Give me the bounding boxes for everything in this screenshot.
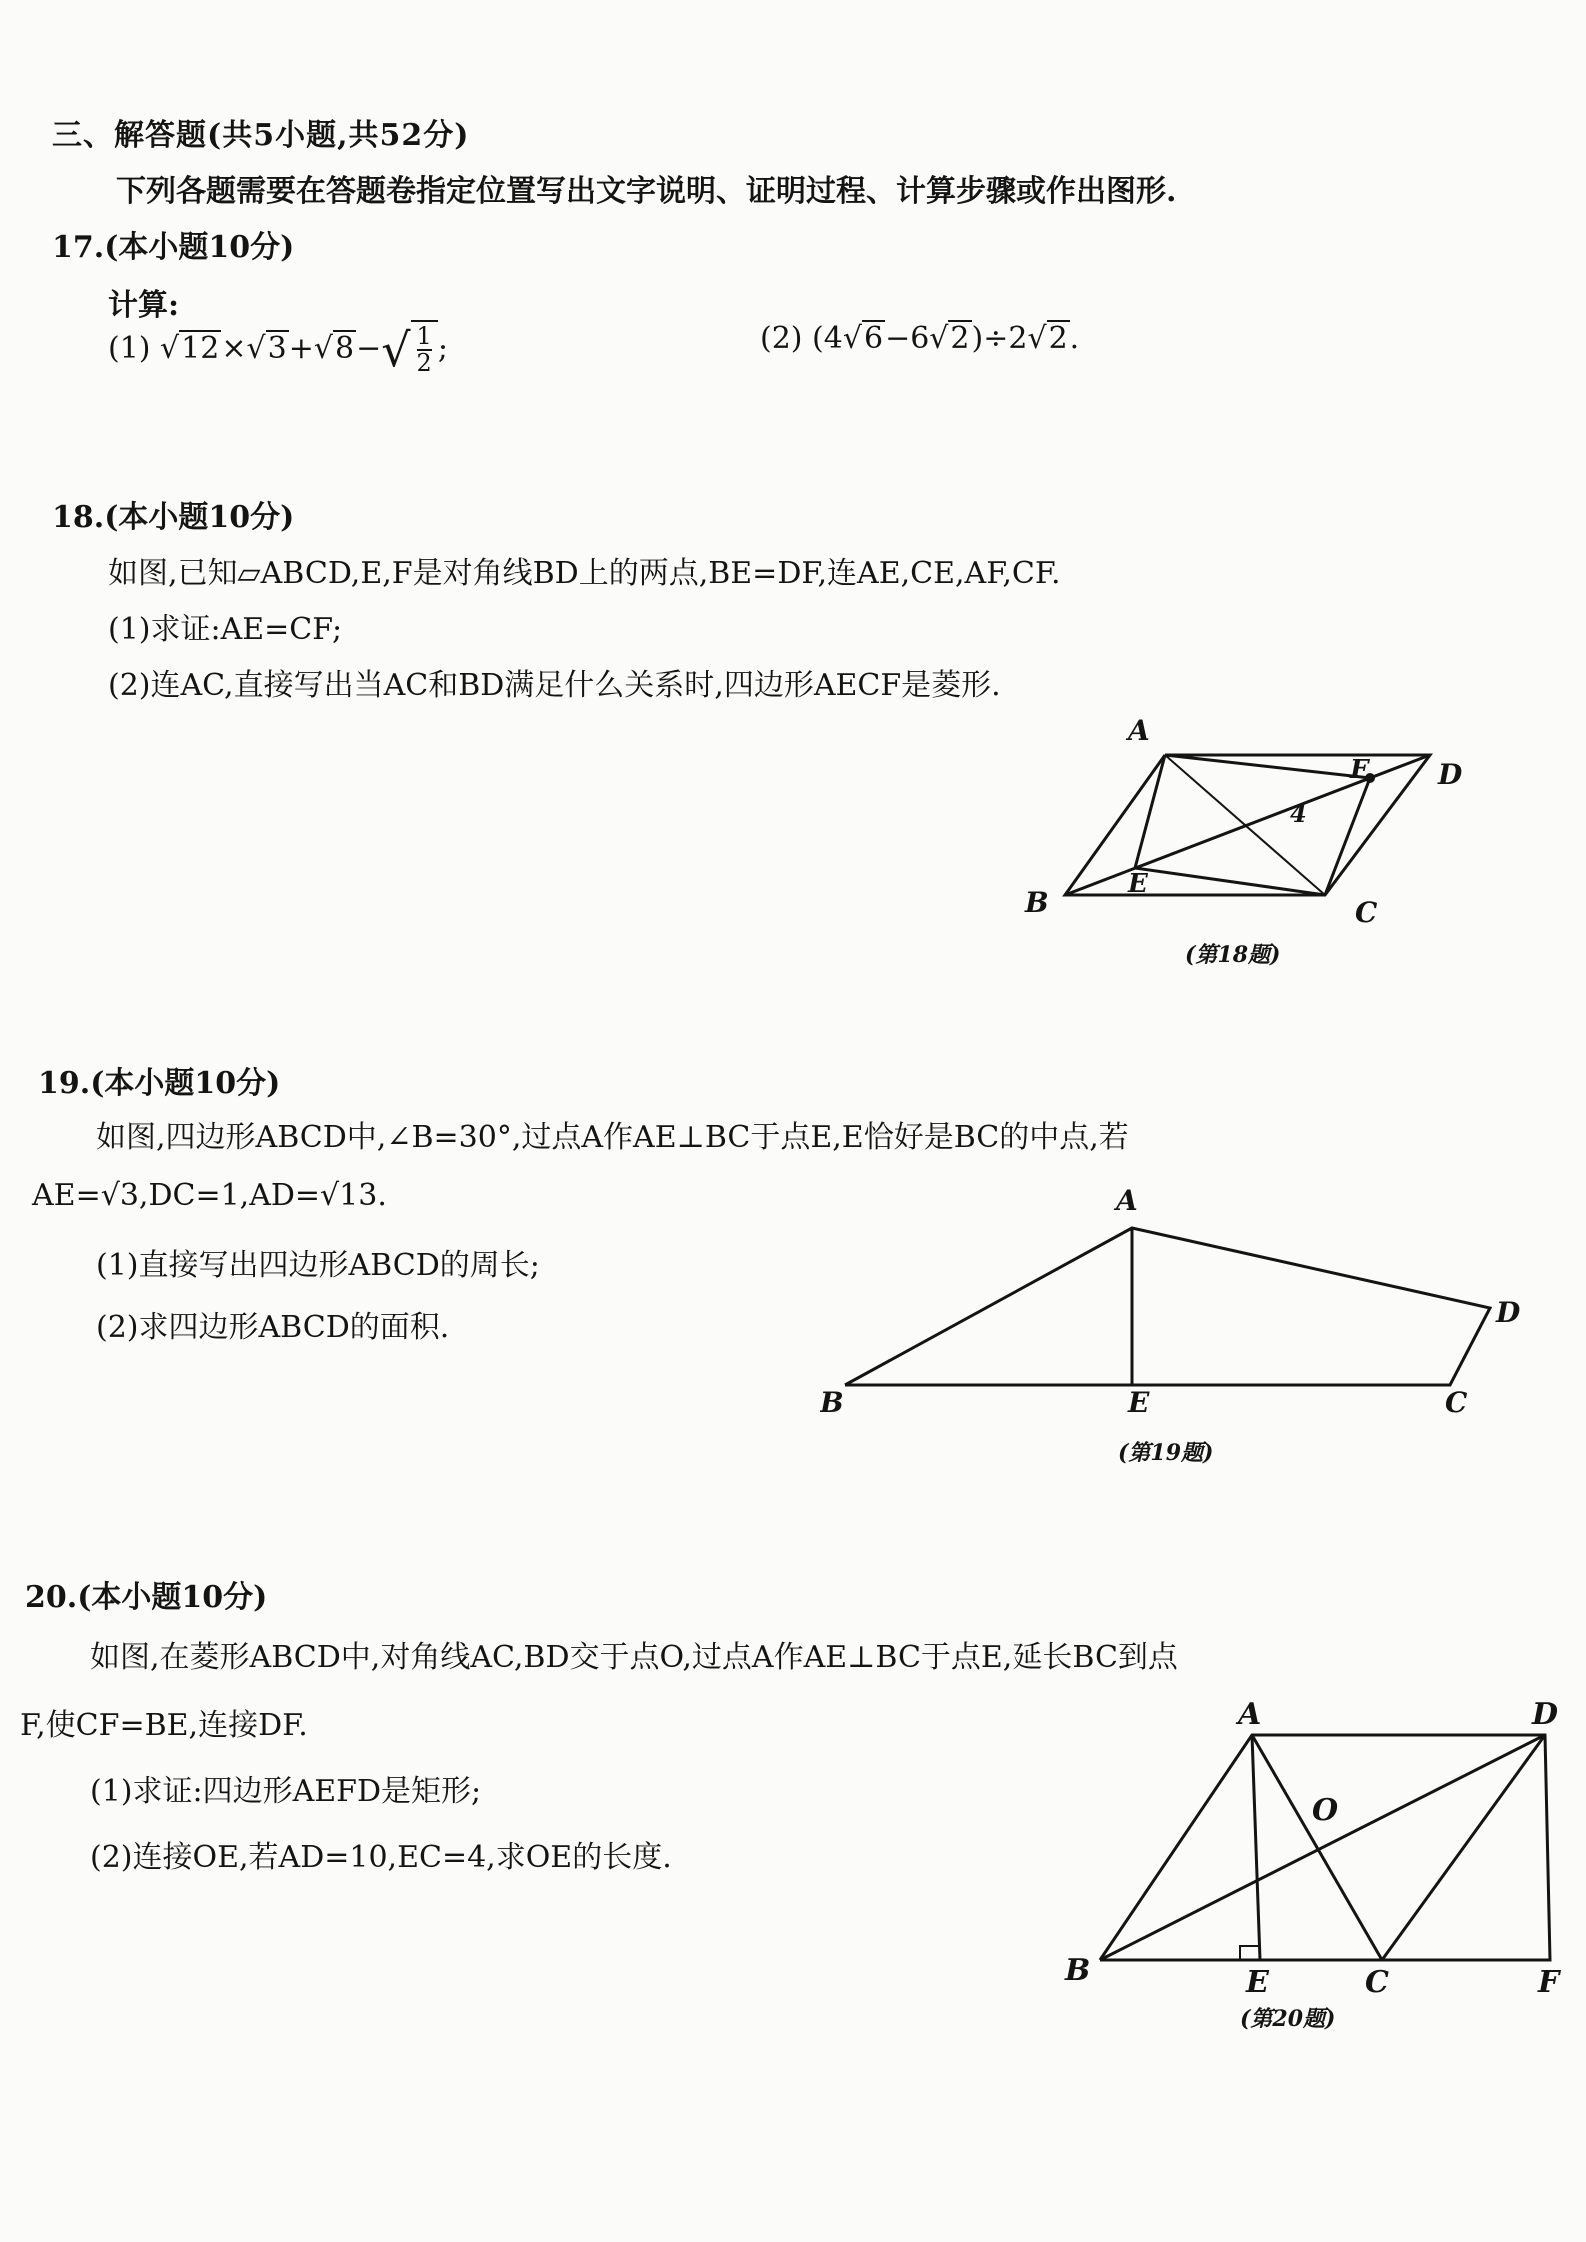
q19-number: 19.(本小题10分): [38, 1066, 281, 1101]
q20-diagonal-ac: [1252, 1735, 1382, 1960]
q18-segment-ae: [1135, 755, 1165, 868]
q20-diagonal-bd: [1100, 1735, 1545, 1960]
q18-segment-ce: [1135, 868, 1325, 895]
q18-label-f: F: [1350, 755, 1369, 785]
q20-part2: (2)连接OE,若AD=10,EC=4,求OE的长度.: [90, 1840, 672, 1875]
q20-right-angle-mark: [1240, 1946, 1258, 1960]
q17-fraction: [417, 324, 432, 376]
q17-p2-open: (4: [812, 321, 843, 356]
q17-p2-radicand-1: 6: [863, 321, 884, 356]
q20-label-o: O: [1312, 1793, 1339, 1828]
q17-p2-divide: )÷2: [971, 321, 1028, 356]
q18-figure: [1010, 700, 1500, 980]
q19-label-c: C: [1445, 1386, 1468, 1419]
q20-altitude-ae: [1252, 1735, 1260, 1960]
q19-part1: (1)直接写出四边形ABCD的周长;: [96, 1248, 540, 1283]
q20-label-c: C: [1365, 1965, 1389, 2000]
q20-side-dc: [1382, 1735, 1545, 1960]
q17-radicand-2: 3: [267, 331, 287, 367]
q19-label-a: A: [1116, 1184, 1138, 1217]
q20-part1: (1)求证:四边形AEFD是矩形;: [90, 1774, 482, 1809]
q18-segment-cf: [1325, 778, 1370, 895]
q17-radicand-3: 8: [334, 331, 355, 367]
q18-segment-af: [1165, 755, 1370, 778]
q17-fraction-den: 2: [416, 349, 432, 378]
q20-label-a: A: [1238, 1697, 1262, 1732]
q20-label-e: E: [1246, 1965, 1269, 2000]
q20-label-b: B: [1065, 1953, 1091, 1988]
q17-part2-label: (2): [760, 321, 803, 356]
q18-label-c: C: [1355, 896, 1378, 929]
q19-label-d: D: [1496, 1296, 1521, 1329]
q17-part2: (2) (4√6−6√2)÷2√2.: [760, 321, 1080, 356]
q17-part1: (1) √12×√3+√8−√ $\frac{1}{2}$ ;: [108, 322, 448, 378]
q19-label-b: B: [820, 1386, 844, 1419]
q17-radicand-1: 12: [181, 331, 220, 367]
q18-part2: (2)连AC,直接写出当AC和BD满足什么关系时,四边形AECF是菱形.: [108, 668, 1001, 703]
q19-label-e: E: [1128, 1386, 1150, 1419]
q17-p2-end: .: [1069, 321, 1080, 356]
q20-label-d: D: [1532, 1697, 1559, 1732]
q20-figure: [1060, 1690, 1580, 2040]
section-header: 三、解答题(共5小题,共52分): [52, 118, 470, 153]
q20-label-f: F: [1538, 1965, 1560, 2000]
q19-part2: (2)求四边形ABCD的面积.: [96, 1310, 450, 1345]
q18-number: 18.(本小题10分): [52, 500, 295, 535]
q17-p2-minus: −6: [885, 321, 930, 356]
q18-caption: (第18题): [1185, 942, 1281, 968]
section-instruction: 下列各题需要在答题卷指定位置写出文字说明、证明过程、计算步骤或作出图形.: [116, 174, 1177, 209]
q19-figure: [820, 1180, 1540, 1480]
q17-number: 17.(本小题10分): [52, 230, 295, 265]
q17-p2-radicand-2: 2: [950, 321, 970, 356]
q18-label-b: B: [1025, 886, 1049, 919]
q19-stem-line2: AE=√3,DC=1,AD=√13.: [32, 1178, 387, 1213]
q18-handwritten-mark: 4: [1290, 799, 1307, 828]
q18-label-d: D: [1438, 758, 1463, 791]
q20-stem-line1: 如图,在菱形ABCD中,对角线AC,BD交于点O,过点A作AE⊥BC于点E,延长BC到点: [90, 1640, 1178, 1675]
q20-number: 20.(本小题10分): [25, 1580, 268, 1615]
q18-stem: 如图,已知▱ABCD,E,F是对角线BD上的两点,BE=DF,连AE,CE,AF,CF.: [108, 556, 1061, 591]
q17-fraction-num: 1: [416, 322, 432, 350]
q19-stem-line1: 如图,四边形ABCD中,∠B=30°,过点A作AE⊥BC于点E,E恰好是BC的中点,若: [96, 1120, 1129, 1155]
q19-quadrilateral: [845, 1228, 1490, 1385]
q20-caption: (第20题): [1240, 2006, 1336, 2032]
q17-lead: 计算:: [108, 288, 180, 323]
q20-stem-line2: F,使CF=BE,连接DF.: [20, 1708, 308, 1743]
q18-diagonal-bd: [1065, 755, 1430, 895]
q17-part1-label: (1): [108, 331, 151, 367]
q18-label-a: A: [1128, 714, 1150, 747]
q19-caption: (第19题): [1118, 1440, 1214, 1466]
q18-label-e: E: [1128, 869, 1148, 899]
q18-part1: (1)求证:AE=CF;: [108, 612, 343, 647]
q17-p2-radicand-3: 2: [1048, 321, 1068, 356]
